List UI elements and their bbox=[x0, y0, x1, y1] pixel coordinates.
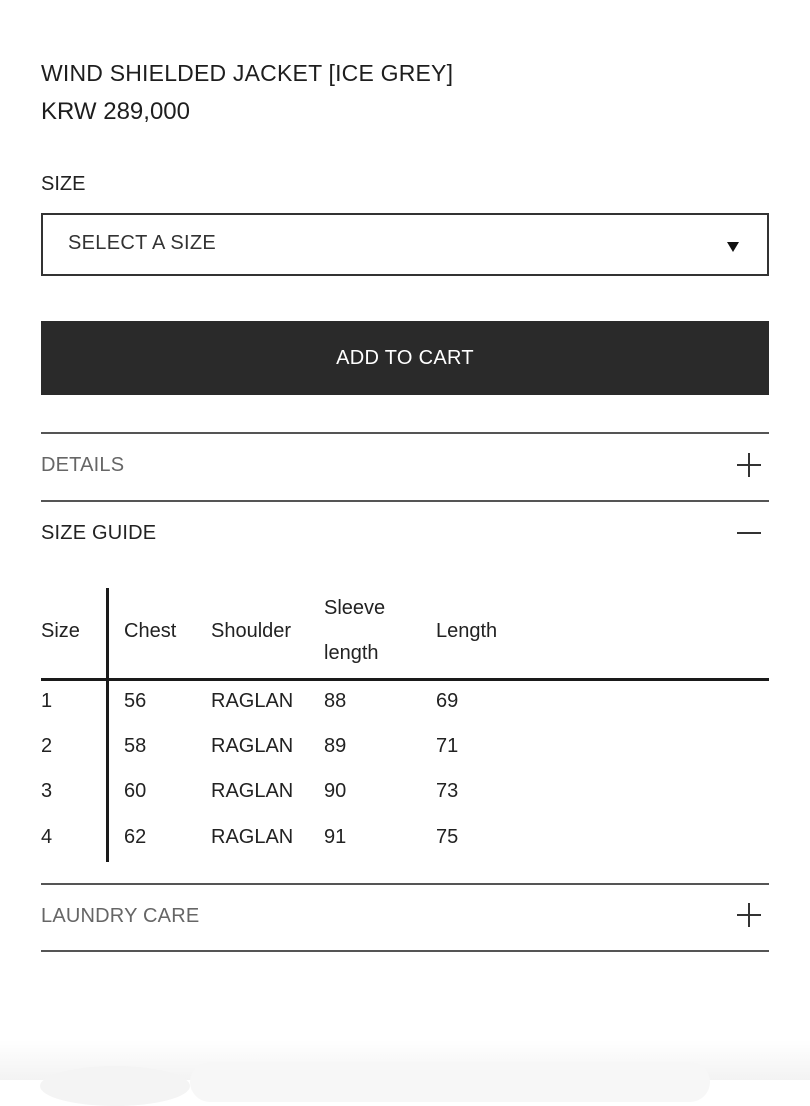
table-cell-size: 2 bbox=[41, 735, 53, 757]
table-header-rule bbox=[41, 678, 769, 681]
header-sleeve-line2: length bbox=[324, 642, 379, 664]
size-guide-title: SIZE GUIDE bbox=[41, 522, 157, 544]
size-select[interactable] bbox=[41, 213, 769, 276]
table-cell-length: 71 bbox=[436, 735, 459, 757]
plus-icon[interactable] bbox=[737, 453, 761, 477]
table-cell-size: 1 bbox=[41, 690, 53, 712]
header-sleeve-length bbox=[324, 586, 385, 676]
details-title: DETAILS bbox=[41, 454, 125, 476]
table-cell-sleeve: 89 bbox=[324, 735, 347, 757]
product-title: WIND SHIELDED JACKET [ICE GREY] bbox=[41, 60, 454, 86]
table-cell-shoulder: RAGLAN bbox=[211, 735, 294, 757]
table-vertical-rule bbox=[106, 588, 109, 862]
table-cell-size: 3 bbox=[41, 780, 53, 802]
table-cell-chest: 60 bbox=[124, 780, 147, 802]
header-shoulder: Shoulder bbox=[211, 620, 292, 642]
header-size: Size bbox=[41, 620, 80, 642]
chevron-down-icon bbox=[727, 242, 739, 252]
table-cell-size: 4 bbox=[41, 826, 53, 848]
table-cell-chest: 56 bbox=[124, 690, 147, 712]
size-label: SIZE bbox=[41, 173, 86, 195]
bottom-bar-shadow bbox=[40, 1066, 190, 1106]
table-cell-sleeve: 91 bbox=[324, 826, 347, 848]
header-chest: Chest bbox=[124, 620, 177, 642]
add-to-cart-button[interactable]: ADD TO CART bbox=[41, 321, 769, 395]
size-guide-table bbox=[41, 588, 769, 862]
table-cell-length: 75 bbox=[436, 826, 459, 848]
details-accordion-header[interactable] bbox=[41, 434, 769, 496]
laundry-care-title: LAUNDRY CARE bbox=[41, 905, 200, 927]
laundry-care-accordion-header[interactable] bbox=[41, 885, 769, 947]
bottom-bar-shadow bbox=[190, 1062, 710, 1102]
product-price: KRW 289,000 bbox=[41, 98, 190, 125]
plus-icon[interactable] bbox=[737, 903, 761, 927]
header-sleeve-line1: Sleeve bbox=[324, 597, 386, 619]
table-cell-length: 69 bbox=[436, 690, 459, 712]
table-cell-shoulder: RAGLAN bbox=[211, 690, 294, 712]
size-guide-accordion-header[interactable] bbox=[41, 502, 769, 564]
table-cell-chest: 58 bbox=[124, 735, 147, 757]
size-select-placeholder: SELECT A SIZE bbox=[68, 232, 217, 254]
table-cell-sleeve: 88 bbox=[324, 690, 347, 712]
table-cell-shoulder: RAGLAN bbox=[211, 826, 294, 848]
divider bbox=[41, 950, 769, 952]
header-length: Length bbox=[436, 620, 498, 642]
table-cell-shoulder: RAGLAN bbox=[211, 780, 294, 802]
minus-icon[interactable] bbox=[737, 521, 761, 545]
table-cell-length: 73 bbox=[436, 780, 459, 802]
table-cell-chest: 62 bbox=[124, 826, 147, 848]
table-cell-sleeve: 90 bbox=[324, 780, 347, 802]
